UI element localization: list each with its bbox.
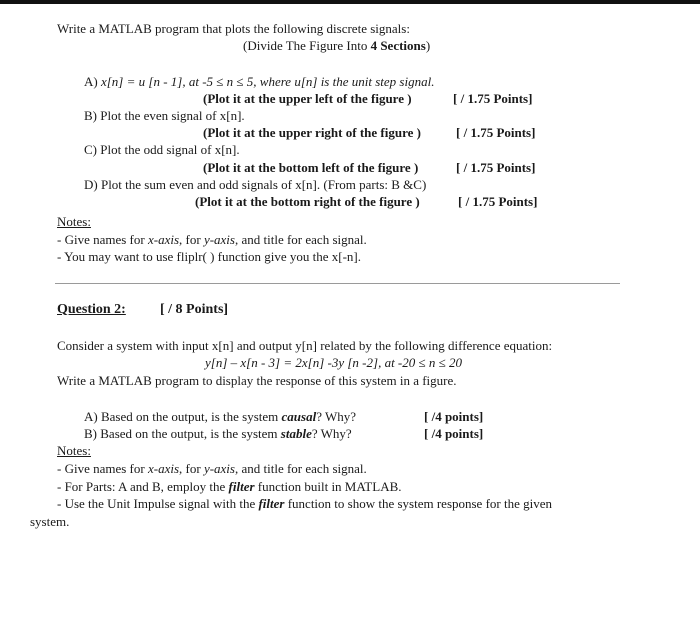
q2-note-3: - Use the Unit Impulse signal with the filter function to show the system response for the given: [57, 496, 553, 511]
q2-note-3-continued: system.: [30, 514, 70, 529]
q1-part-a-points: [ / 1.75 Points]: [453, 91, 533, 106]
q2-task: Write a MATLAB program to display the response of this system in a figure.: [57, 373, 457, 388]
q1-part-b: B) Plot the even signal of x[n].: [84, 108, 245, 123]
q1-part-b-points: [ / 1.75 Points]: [456, 125, 536, 140]
q2-part-b: B) Based on the output, is the system stable? Why?: [84, 426, 352, 441]
q1-part-b-plot-position: (Plot it at the upper right of the figure ): [203, 125, 421, 140]
q2-notes-title: Notes:: [57, 443, 91, 458]
q1-part-d: D) Plot the sum even and odd signals of x[n]. (From parts: B &C): [84, 177, 427, 192]
q1-part-a-plot-position: (Plot it at the upper left of the figure ): [203, 91, 412, 106]
q1-part-c-plot-position: (Plot it at the bottom left of the figure ): [203, 160, 419, 175]
q1-note-1: - Give names for x-axis, for y-axis, and title for each signal.: [57, 232, 367, 247]
q2-part-b-points: [ /4 points]: [424, 426, 484, 441]
section-divider: [55, 283, 620, 284]
q1-part-c-points: [ / 1.75 Points]: [456, 160, 536, 175]
q2-note-1: - Give names for x-axis, for y-axis, and title for each signal.: [57, 461, 367, 476]
q1-header-line1: Write a MATLAB program that plots the following discrete signals:: [57, 21, 410, 36]
q2-part-a-points: [ /4 points]: [424, 409, 484, 424]
q2-note-2: - For Parts: A and B, employ the filter function built in MATLAB.: [57, 479, 402, 494]
q1-part-a: A) x[n] = u [n - 1], at -5 ≤ n ≤ 5, where u[n] is the unit step signal.: [84, 74, 435, 89]
q2-title: Question 2:: [57, 302, 126, 317]
q1-part-d-plot-position: (Plot it at the bottom right of the figure ): [195, 194, 420, 209]
q1-part-d-points: [ / 1.75 Points]: [458, 194, 538, 209]
q1-header-line2: (Divide The Figure Into 4 Sections): [243, 38, 431, 53]
q2-part-a: A) Based on the output, is the system causal? Why?: [84, 409, 357, 424]
q2-equation: y[n] – x[n - 3] = 2x[n] -3y [n -2], at -20 ≤ n ≤ 20: [205, 355, 463, 370]
q2-points: [ / 8 Points]: [160, 302, 229, 317]
q1-part-c: C) Plot the odd signal of x[n].: [84, 142, 240, 157]
q2-intro: Consider a system with input x[n] and output y[n] related by the following difference equation:: [57, 338, 553, 353]
q1-note-2: - You may want to use fliplr( ) function give you the x[-n].: [57, 249, 362, 264]
q1-notes-title: Notes:: [57, 214, 91, 229]
